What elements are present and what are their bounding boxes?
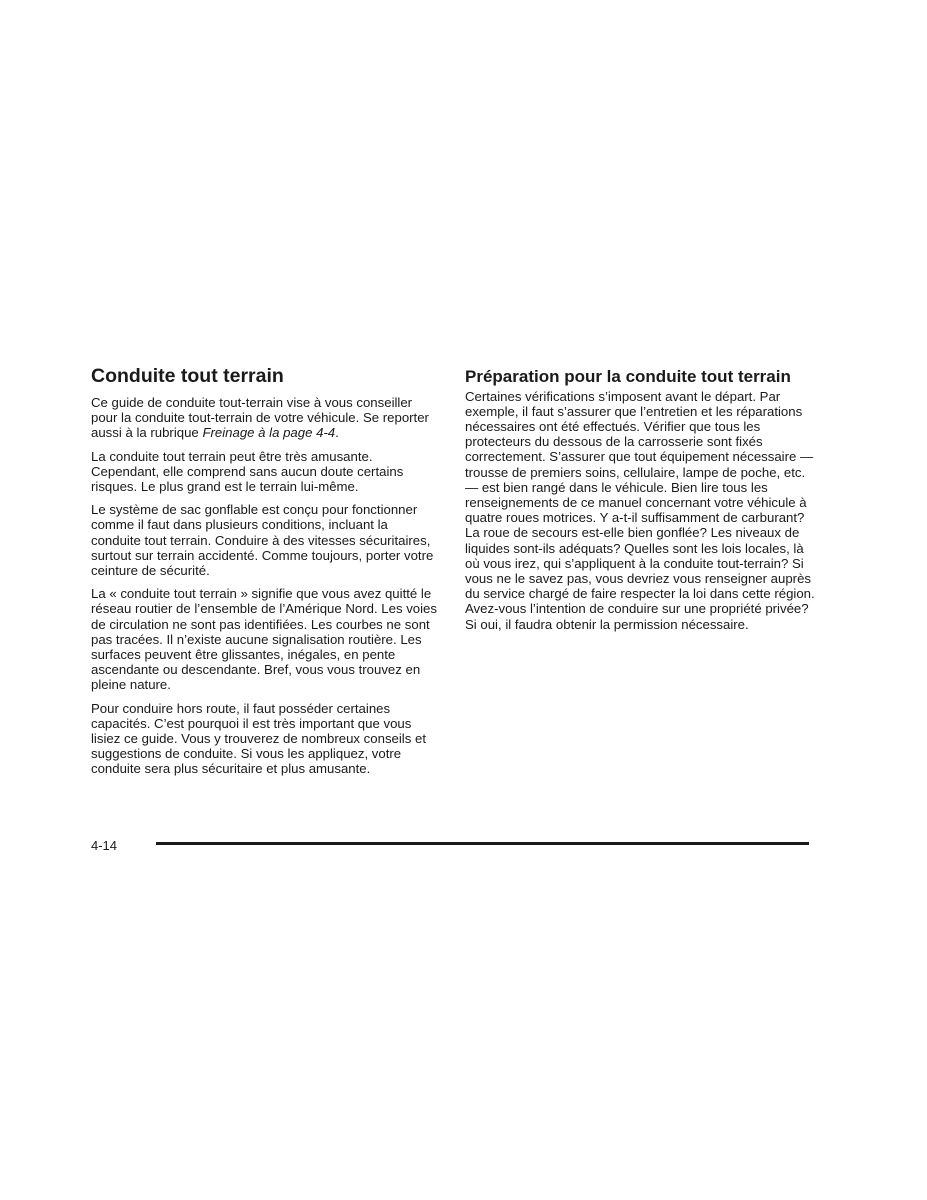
paragraph-definition: La « conduite tout terrain » signifie que vous avez quitté le réseau routier de l’ensemble de l’Amérique Nord. Les voies de circulation ne sont pas identifiées. Les courbes ne sont pas tracées. Il n’existe aucune signalisation routière. Les surfaces peuvent être glissantes, inégales, en pente ascendante ou descendante. Bref, vous vous trouvez en pleine nature. xyxy=(91,586,437,693)
footer-rule xyxy=(156,842,809,845)
section-heading-offroad: Conduite tout terrain xyxy=(91,365,284,387)
paragraph-intro-end: . xyxy=(335,425,339,441)
section-heading-preparation: Préparation pour la conduite tout terrain xyxy=(465,367,791,386)
paragraph-preparation: Certaines vérifications s’imposent avant le départ. Par exemple, il faut s’assurer que l’entretien et les réparations nécessaires ont été effectués. Vérifier que tous les protecteurs du dessous de la carrosserie sont fixés correctement. S’assurer que tout équipement nécessaire — trousse de premiers soins, cellulaire, lampe de poche, etc.— est bien rangé dans le véhicule. Bien lire tous les renseignements de ce manuel concernant votre véhicule à quatre roues motrices. Y a-t-il suffisamment de carburant? La roue de secours est-elle bien gonflée? Les niveaux de liquides sont-ils adéquats? Quelles sont les lois locales, là où vous irez, qui s’appliquent à la conduite tout-terrain? Si vous ne le savez pas, vous devriez vous renseigner auprès du service chargé de faire respecter la loi dans cette région. Avez-vous l’intention de conduire sur une propriété privée? Si oui, il faudra obtenir la permission nécessaire. xyxy=(465,388,815,632)
paragraph-intro xyxy=(91,395,441,441)
paragraph-fun: La conduite tout terrain peut être très amusante. Cependant, elle comprend sans aucun doute certains risques. Le plus grand est le terrain lui-même. xyxy=(91,448,404,495)
paragraph-intro-text: Ce guide de conduite tout-terrain vise à vous conseiller pour la conduite tout-terrain de votre véhicule. Se reporter aussi à la rubrique xyxy=(91,395,429,441)
paragraph-airbag: Le système de sac gonflable est conçu pour fonctionner comme il faut dans plusieurs conditions, incluant la conduite tout terrain. Conduire à des vitesses sécuritaires, surtout sur terrain accidenté. Comme toujours, porter votre ceinture de sécurité. xyxy=(91,502,434,579)
braking-reference: Freinage à la page 4-4 xyxy=(202,425,336,441)
page-number: 4-14 xyxy=(91,838,118,853)
left-column xyxy=(91,366,441,785)
right-column xyxy=(465,366,815,632)
paragraph-skills: Pour conduire hors route, il faut posséder certaines capacités. C’est pourquoi il est très important que vous lisiez ce guide. Vous y trouverez de nombreux conseils et suggestions de conduite. Si vous les appliquez, votre conduite sera plus sécuritaire et plus amusante. xyxy=(91,700,426,777)
